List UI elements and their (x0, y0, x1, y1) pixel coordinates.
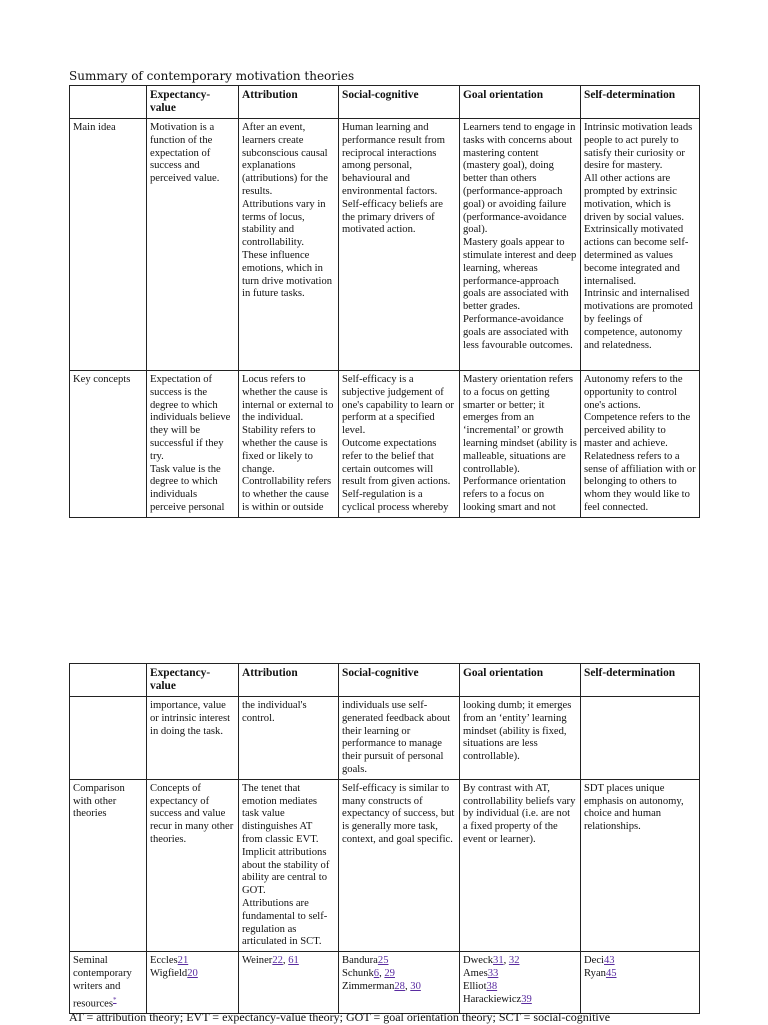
citation-link[interactable]: 25 (377, 955, 389, 967)
row-comparison (70, 779, 700, 951)
author-name: Weiner (242, 955, 273, 967)
key-concepts-cell (339, 371, 460, 518)
header-empty-cell (70, 664, 147, 697)
author-entry (463, 968, 577, 981)
author-name: Wigfield (150, 967, 188, 979)
header-social-cognitive: Social-cognitive (339, 86, 460, 119)
comparison-cell (460, 779, 581, 951)
main-idea-cell (339, 119, 460, 371)
row-key-concepts (70, 371, 700, 518)
cell-paragraph: Self-efficacy is similar to many constructs of expectancy of success, but is generally more task, context, and goal specific. (342, 782, 455, 845)
cell-paragraph: Implicit attributions about the stability of ability are central to GOT. (242, 846, 330, 897)
author-entry (150, 968, 235, 981)
key-concepts-cell (239, 371, 339, 518)
main-idea-cell (581, 119, 700, 371)
author-name: Schunk (342, 967, 374, 979)
cell-paragraph: Relatedness refers to a sense of affiliation with or belonging to others to whom they would like to feel connected. (584, 450, 696, 513)
cell-paragraph: Self-efficacy beliefs are the primary drivers of motivated action. (342, 198, 443, 236)
cell-paragraph: looking dumb; it emerges from an ‘entity’ learning mindset (ability is fixed, situations are less controllable). (463, 700, 572, 763)
cell-paragraph: Locus refers to whether the cause is internal or external to the individual. (242, 374, 334, 424)
cell-paragraph: SDT places unique emphasis on autonomy, choice and human relationships. (584, 782, 684, 833)
cell-paragraph: Expectation of success is the degree to which individuals believe they will be successful if they try. (150, 374, 231, 462)
cell-paragraph: The tenet that emotion mediates task value distinguishes AT from classic EVT. (242, 782, 319, 845)
citation-link[interactable]: 61 (288, 955, 299, 967)
cell-paragraph: Performance orientation refers to a focus on looking smart and not (463, 476, 566, 513)
citation-link[interactable]: 31 (493, 955, 504, 967)
row-seminal-writers (70, 952, 700, 1014)
row-key-concepts-continued (70, 697, 700, 780)
author-name: Elliot (463, 980, 487, 992)
citation-link[interactable]: 30 (410, 980, 421, 992)
header-goal-orientation: Goal orientation (460, 664, 581, 697)
cell-paragraph: All other actions are prompted by extrinsic motivation, which is driven by social values. (584, 173, 685, 223)
cell-paragraph: Self-regulation is a cyclical process whereby (342, 489, 449, 513)
header-goal-orientation: Goal orientation (460, 86, 581, 119)
author-name: Harackiewicz (463, 993, 522, 1005)
cell-paragraph: Outcome expectations refer to the belief that certain outcomes will result from given actions. (342, 437, 451, 488)
citation-link[interactable]: 28 (394, 980, 405, 992)
cell-paragraph: Intrinsic and internalised motivations are promoted by feelings of competence, autonomy and relatedness. (584, 288, 693, 351)
cell-paragraph: Human learning and performance result from reciprocal interactions among personal, behavioural and environmental factors. (342, 122, 445, 197)
comparison-cell (581, 779, 700, 951)
row-main-idea (70, 119, 700, 371)
comparison-cell (239, 779, 339, 951)
author-entry (342, 955, 456, 968)
author-name: Deci (584, 955, 604, 967)
seminal-cell (339, 952, 460, 1014)
cell-paragraph: By contrast with AT, controllability beliefs vary by individual (i.e. are not a fixed property of the event or learner). (463, 782, 576, 845)
author-entry: Schunk6, 29 (342, 967, 395, 979)
cell-paragraph: Learners tend to engage in tasks with concerns about mastering content (mastery goal), doing better than others (performance-approach goal) or avoiding failure (performance-avoidance goal). (463, 122, 576, 236)
cell-paragraph: After an event, learners create subconscious causal explanations (attributions) for the results. (242, 122, 328, 197)
cell-paragraph: Concepts of expectancy of success and value recur in many other theories. (150, 782, 234, 845)
cell-paragraph: the individual's control. (242, 700, 307, 724)
author-name: Zimmerman (342, 980, 395, 992)
row-label-key-concepts: Key concepts (70, 371, 147, 518)
main-idea-cell (239, 119, 339, 371)
row-label-seminal (70, 952, 147, 1014)
author-entry (584, 968, 696, 981)
row-label-main-idea: Main idea (70, 119, 147, 371)
citation-link[interactable]: 29 (384, 967, 395, 979)
citation-link[interactable]: 21 (177, 955, 189, 967)
header-empty-cell (70, 86, 147, 119)
citation-link[interactable]: 6 (373, 967, 380, 979)
author-entry (463, 994, 577, 1007)
continued-cell (239, 697, 339, 780)
key-concepts-cell (147, 371, 239, 518)
continued-cell (581, 697, 700, 780)
seminal-footnote-link[interactable]: * (113, 995, 117, 1004)
cell-paragraph: Task value is the degree to which individuals perceive personal (150, 463, 225, 513)
author-entry: Dweck31, 32 (463, 955, 520, 967)
key-concepts-cell (460, 371, 581, 518)
author-name: Eccles (150, 955, 178, 967)
row-label-continued (70, 697, 147, 780)
cell-paragraph: individuals use self-generated feedback about their learning or performance to manage their pursuit of personal goals. (342, 700, 451, 775)
comparison-cell (147, 779, 239, 951)
key-concepts-cell (581, 371, 700, 518)
comparison-cell (339, 779, 460, 951)
citation-link[interactable]: 33 (487, 967, 499, 979)
seminal-cell (239, 952, 339, 1014)
cell-paragraph: Competence refers to the perceived ability to master and achieve. (584, 412, 691, 449)
continued-cell (339, 697, 460, 780)
cell-paragraph: Extrinsically motivated actions can become self-determined as values become integrated and internalised. (584, 224, 689, 287)
abbreviations-footnote: AT = attribution theory; EVT = expectancy-value theory; GOT = goal orientation theory; SCT = social-cognitive (69, 1010, 611, 1024)
main-idea-cell (460, 119, 581, 371)
cell-paragraph: Autonomy refers to the opportunity to control one's actions. (584, 374, 683, 411)
citation-link[interactable]: 32 (508, 955, 520, 967)
author-name: Dweck (463, 955, 494, 967)
citation-link[interactable]: 22 (272, 955, 283, 967)
table-caption: Summary of contemporary motivation theories (69, 69, 355, 83)
seminal-cell (460, 952, 581, 1014)
seminal-cell (147, 952, 239, 1014)
citation-link[interactable]: 43 (604, 955, 615, 967)
author-entry (150, 955, 235, 968)
header-self-determination: Self-determination (581, 86, 700, 119)
main-idea-cell (147, 119, 239, 371)
continued-cell (147, 697, 239, 780)
author-entry (584, 955, 696, 968)
citation-link[interactable]: 39 (521, 993, 532, 1005)
cell-paragraph: Intrinsic motivation leads people to act purely to satisfy their curiosity or desire for mastery. (584, 122, 693, 172)
seminal-label-text: Seminal contemporary writers and resources (73, 955, 132, 1010)
theories-table-part-2 (69, 663, 700, 1014)
citation-link[interactable]: 20 (187, 967, 198, 979)
cell-paragraph: These influence emotions, which in turn drive motivation in future tasks. (242, 249, 333, 300)
header-row (70, 86, 700, 119)
author-name: Bandura (342, 955, 378, 967)
cell-paragraph: Mastery orientation refers to a focus on getting smarter or better; it emerges from an ‘incremental’ or growth learning mindset (ability is malleable, situations are controllable). (463, 374, 577, 475)
citation-link[interactable]: 45 (605, 967, 617, 979)
cell-paragraph: Motivation is a function of the expectation of success and perceived value. (150, 122, 220, 185)
author-entry: Weiner22, 61 (242, 955, 299, 967)
header-self-determination: Self-determination (581, 664, 700, 697)
theories-table-part-1 (69, 85, 700, 518)
cell-paragraph: Mastery goals appear to stimulate interest and deep learning, whereas performance-approach goals are associated with better grades. (463, 237, 577, 313)
continued-cell (460, 697, 581, 780)
cell-paragraph: Controllability refers to whether the cause is within or outside (242, 476, 332, 513)
cell-paragraph: Stability refers to whether the cause is fixed or likely to change. (242, 425, 328, 475)
author-entry: Zimmerman28, 30 (342, 980, 421, 992)
seminal-cell (581, 952, 700, 1014)
author-name: Ryan (584, 967, 606, 979)
cell-paragraph: Self-efficacy is a subjective judgement of one's capability to learn or perform at a specified level. (342, 374, 454, 437)
author-name: Ames (463, 967, 488, 979)
author-entry (463, 981, 577, 994)
cell-paragraph: Performance-avoidance goals are associated with less favourable outcomes. (463, 313, 573, 351)
header-expectancy-value: Expectancy-value (147, 86, 239, 119)
header-attribution: Attribution (239, 86, 339, 119)
header-expectancy-value: Expectancy-value (147, 664, 239, 697)
header-social-cognitive: Social-cognitive (339, 664, 460, 697)
header-attribution: Attribution (239, 664, 339, 697)
cell-paragraph: Attributions vary in terms of locus, stability and controllability. (242, 198, 326, 249)
citation-link[interactable]: 38 (486, 980, 498, 992)
header-row (70, 664, 700, 697)
cell-paragraph: Attributions are fundamental to self-regulation as articulated in SCT. (242, 897, 328, 948)
cell-paragraph: importance, value or intrinsic interest in doing the task. (150, 700, 231, 737)
row-label-comparison: Comparison with other theories (70, 779, 147, 951)
